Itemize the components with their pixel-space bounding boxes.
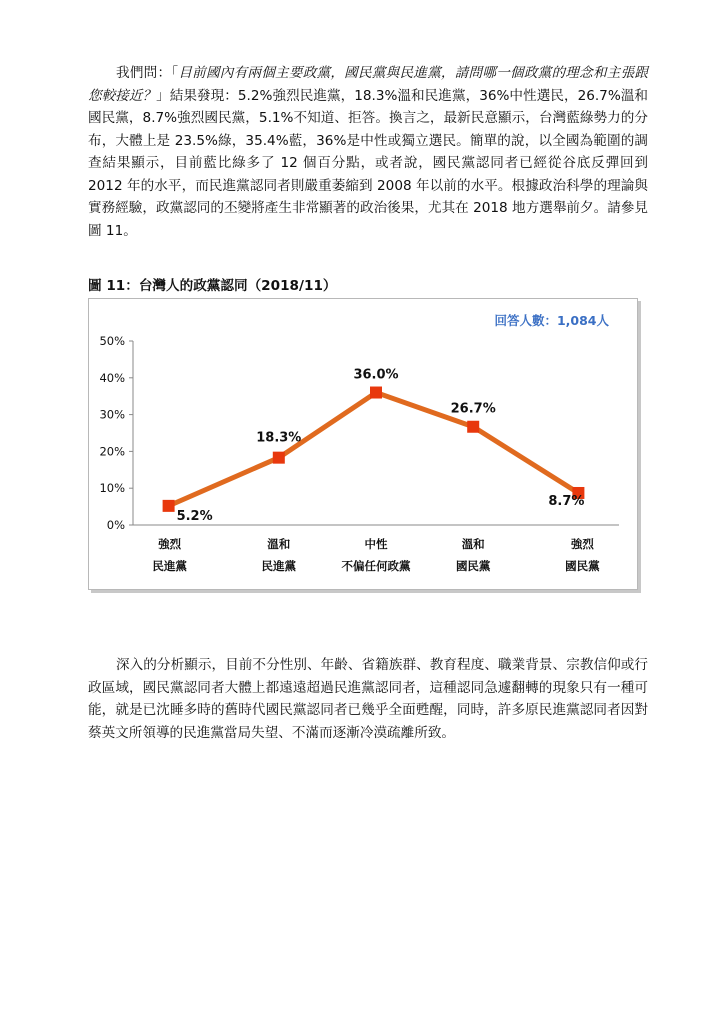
data-point-marker xyxy=(273,452,285,464)
x-category-label: 溫和 xyxy=(461,537,485,551)
x-category-label: 民進黨 xyxy=(261,559,297,573)
data-label: 5.2% xyxy=(176,508,213,524)
data-point-marker xyxy=(467,421,479,433)
x-category-label: 中性 xyxy=(364,537,388,551)
data-label: 26.7% xyxy=(450,401,496,417)
data-label: 36.0% xyxy=(353,367,399,383)
y-tick-label: 40% xyxy=(99,370,125,385)
data-label: 18.3% xyxy=(256,430,302,446)
y-tick-label: 10% xyxy=(99,481,125,496)
chart-container xyxy=(88,298,638,590)
x-category-label: 強烈 xyxy=(570,537,594,551)
y-tick-label: 20% xyxy=(99,444,125,459)
x-category-label: 不偏任何政黨 xyxy=(341,559,411,573)
x-category-label: 強烈 xyxy=(158,537,182,551)
series-line xyxy=(169,393,579,506)
figure-caption: 圖 11：台灣人的政黨認同（2018/11） xyxy=(88,278,337,294)
intro-findings: 」結果發現：5.2%強烈民進黨，18.3%溫和民進黨，36%中性選民，26.7%溫和國民黨，8.7%強烈國民黨，5.1%不知道、拒答。換言之，最新民意顯示，台灣藍綠勢力的分布，大體上是 23.5%綠，35.4%藍，36%是中性或獨立選民。簡單的說，以全國為範圍的調查結果顯示，目前藍比綠多了 12 個百分點，或者說，國民黨認同者已經從谷底反彈回到 2012 年的水平，而民進黨認同者則嚴重萎縮到 2008 年以前的水平。根據政治科學的理論與實務經驗，政黨認同的丕變將產生非常顯著的政治後果，尤其在 2018 地方選舉前夕。請參見圖 11。 xyxy=(88,87,649,239)
analysis-paragraph: 深入的分析顯示，目前不分性別、年齡、省籍族群、教育程度、職業背景、宗教信仰或行政區域，國民黨認同者大體上都遠遠超過民進黨認同者，這種認同急遽翻轉的現象只有一種可能，就是已沈睡多時的舊時代國民黨認同者已幾乎全面甦醒，同時，許多原民進黨認同者因對蔡英文所領導的民進黨當局失望、不滿而逐漸冷漠疏離所致。 xyxy=(88,657,648,741)
respondent-count: 回答人數：1,084人 xyxy=(494,313,609,328)
x-category-label: 民進黨 xyxy=(152,559,187,573)
survey-question: 目前國內有兩個主要政黨，國民黨與民進黨，請問哪一個政黨的理念和主張跟您較接近？ xyxy=(88,65,649,104)
party-identification-chart xyxy=(89,299,637,589)
data-label: 8.7% xyxy=(548,493,585,509)
x-category-label: 溫和 xyxy=(267,537,291,551)
intro-lead: 我們問：「 xyxy=(116,65,179,81)
x-category-label: 國民黨 xyxy=(455,559,491,573)
y-tick-label: 50% xyxy=(99,334,125,348)
data-point-marker xyxy=(370,387,382,399)
y-tick-label: 0% xyxy=(106,518,125,532)
x-category-label: 國民黨 xyxy=(565,559,600,573)
y-tick-label: 30% xyxy=(99,407,125,422)
data-point-marker xyxy=(163,500,175,512)
intro-paragraph xyxy=(88,62,648,242)
